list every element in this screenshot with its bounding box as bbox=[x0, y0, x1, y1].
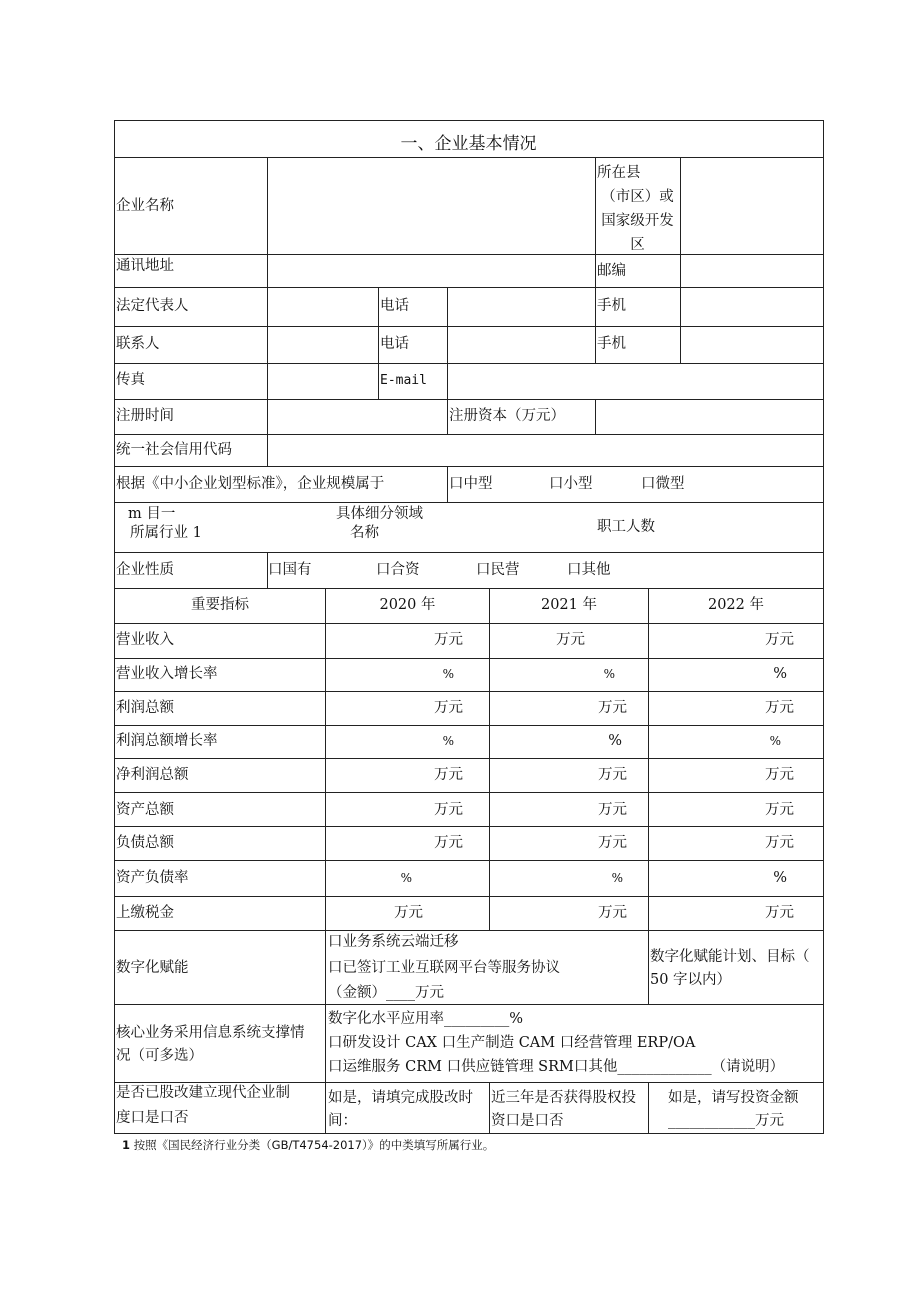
cell-2022[interactable]: % bbox=[773, 666, 787, 682]
digital-option-platform[interactable]: 口已签订工业互联网平台等服务协议 bbox=[328, 960, 560, 976]
email-field[interactable] bbox=[448, 364, 822, 398]
postcode-field[interactable] bbox=[681, 255, 822, 286]
cell-2020[interactable]: 万元 bbox=[394, 905, 423, 921]
cell-2022[interactable]: 万元 bbox=[765, 767, 794, 783]
nature-label: 企业性质 bbox=[116, 562, 174, 578]
nature-option-joint[interactable]: 口合资 bbox=[376, 562, 420, 578]
row-label: 利润总额 bbox=[116, 700, 174, 716]
postcode-label: 邮编 bbox=[597, 263, 626, 279]
reg-capital-label: 注册资本（万元） bbox=[449, 408, 565, 424]
cell-2020[interactable]: % bbox=[442, 734, 454, 748]
section-title: 一、企业基本情况 bbox=[400, 134, 537, 154]
legal-rep-phone-field[interactable] bbox=[448, 288, 594, 325]
cell-2020[interactable]: % bbox=[442, 667, 454, 681]
cell-2021[interactable]: % bbox=[608, 733, 622, 749]
credit-code-label: 统一社会信用代码 bbox=[116, 442, 232, 458]
cell-2021[interactable]: 万元 bbox=[598, 802, 627, 818]
legal-rep-phone-label: 电话 bbox=[380, 298, 409, 314]
cell-2020[interactable]: 万元 bbox=[434, 700, 463, 716]
address-field[interactable] bbox=[268, 255, 594, 286]
footnote bbox=[122, 1136, 494, 1154]
contact-label: 联系人 bbox=[116, 336, 160, 352]
row-label: 利润总额增长率 bbox=[116, 733, 218, 749]
cell-2020[interactable]: % bbox=[400, 871, 412, 885]
nature-option-private[interactable]: 口民营 bbox=[476, 562, 520, 578]
contact-phone-field[interactable] bbox=[448, 327, 594, 362]
cell-2020[interactable]: 万元 bbox=[434, 767, 463, 783]
scale-label: 根据《中小企业划型标准》，企业规模属于 bbox=[116, 476, 385, 492]
reg-time-label: 注册时间 bbox=[116, 408, 174, 424]
row-label: 营业收入 bbox=[116, 632, 174, 648]
row-label: 上缴税金 bbox=[116, 905, 174, 921]
contact-field[interactable] bbox=[268, 327, 377, 362]
cell-2020[interactable]: 万元 bbox=[434, 802, 463, 818]
address-label: 通讯地址 bbox=[116, 258, 174, 274]
scale-option-micro[interactable]: 口微型 bbox=[641, 476, 685, 492]
cell-2020[interactable]: 万元 bbox=[434, 632, 463, 648]
footnote-number: 1 bbox=[122, 1138, 131, 1152]
region-field[interactable] bbox=[681, 158, 822, 253]
year-2022-header: 2022 年 bbox=[707, 597, 764, 613]
legal-rep-label: 法定代表人 bbox=[116, 298, 189, 314]
nature-option-state[interactable]: 口国有 bbox=[268, 562, 312, 578]
company-name-label: 企业名称 bbox=[116, 198, 174, 214]
contact-mobile-field[interactable] bbox=[681, 327, 822, 362]
row-label: 净利润总额 bbox=[116, 767, 189, 783]
digital-option-cloud[interactable]: 口业务系统云端迁移 bbox=[328, 934, 459, 950]
digital-amount[interactable]: （金额）____万元 bbox=[328, 985, 444, 1001]
cell-2022[interactable]: 万元 bbox=[765, 700, 794, 716]
email-label: E-mail bbox=[380, 373, 427, 388]
systems-options-row2[interactable]: 口运维服务 CRM 口供应链管理 SRM口其他_____________（请说明） bbox=[328, 1059, 785, 1075]
indicators-header: 重要指标 bbox=[191, 597, 249, 613]
row-label: 资产总额 bbox=[116, 802, 174, 818]
cell-2022[interactable]: % bbox=[769, 734, 781, 748]
company-name-field[interactable] bbox=[267, 158, 595, 253]
cell-2020[interactable]: 万元 bbox=[434, 835, 463, 851]
cell-2022[interactable]: 万元 bbox=[765, 632, 794, 648]
year-2021-header: 2021 年 bbox=[540, 597, 597, 613]
fax-label: 传真 bbox=[116, 372, 145, 388]
employees-label: 职工人数 bbox=[597, 519, 655, 535]
cell-2021[interactable]: % bbox=[603, 667, 615, 681]
footnote-text: 按照《国民经济行业分类（GB/T4754-2017）》的中类填写所属行业。 bbox=[133, 1138, 495, 1152]
row-label: 资产负债率 bbox=[116, 870, 189, 886]
reg-time-field[interactable] bbox=[268, 400, 446, 433]
row-label: 营业收入增长率 bbox=[116, 666, 218, 682]
cell-2021[interactable]: 万元 bbox=[598, 700, 627, 716]
scale-option-medium[interactable]: 口中型 bbox=[449, 476, 493, 492]
cell-2021[interactable]: % bbox=[611, 871, 623, 885]
legal-rep-field[interactable] bbox=[268, 288, 377, 325]
cell-2021[interactable]: 万元 bbox=[556, 632, 585, 648]
digital-label: 数字化赋能 bbox=[116, 960, 189, 976]
credit-code-field[interactable] bbox=[268, 435, 822, 465]
digital-usage-rate[interactable]: 数字化水平应用率_________% bbox=[328, 1011, 524, 1027]
fax-field[interactable] bbox=[268, 364, 377, 398]
reg-capital-field[interactable] bbox=[596, 400, 822, 433]
cell-2021[interactable]: 万元 bbox=[598, 767, 627, 783]
year-2020-header: 2020 年 bbox=[379, 597, 436, 613]
legal-rep-mobile-field[interactable] bbox=[681, 288, 822, 325]
cell-2022[interactable]: 万元 bbox=[765, 802, 794, 818]
scale-option-small[interactable]: 口小型 bbox=[549, 476, 593, 492]
legal-rep-mobile-label: 手机 bbox=[597, 298, 626, 314]
cell-2022[interactable]: % bbox=[773, 870, 787, 886]
systems-options-row1[interactable]: 口研发设计 CAX 口生产制造 CAM 口经营管理 ERP/OA bbox=[328, 1035, 696, 1051]
cell-2021[interactable]: 万元 bbox=[598, 835, 627, 851]
cell-2022[interactable]: 万元 bbox=[765, 835, 794, 851]
contact-phone-label: 电话 bbox=[380, 336, 409, 352]
cell-2021[interactable]: 万元 bbox=[598, 905, 627, 921]
contact-mobile-label: 手机 bbox=[597, 336, 626, 352]
nature-option-other[interactable]: 口其他 bbox=[567, 562, 611, 578]
cell-2022[interactable]: 万元 bbox=[765, 905, 794, 921]
row-label: 负债总额 bbox=[116, 835, 174, 851]
